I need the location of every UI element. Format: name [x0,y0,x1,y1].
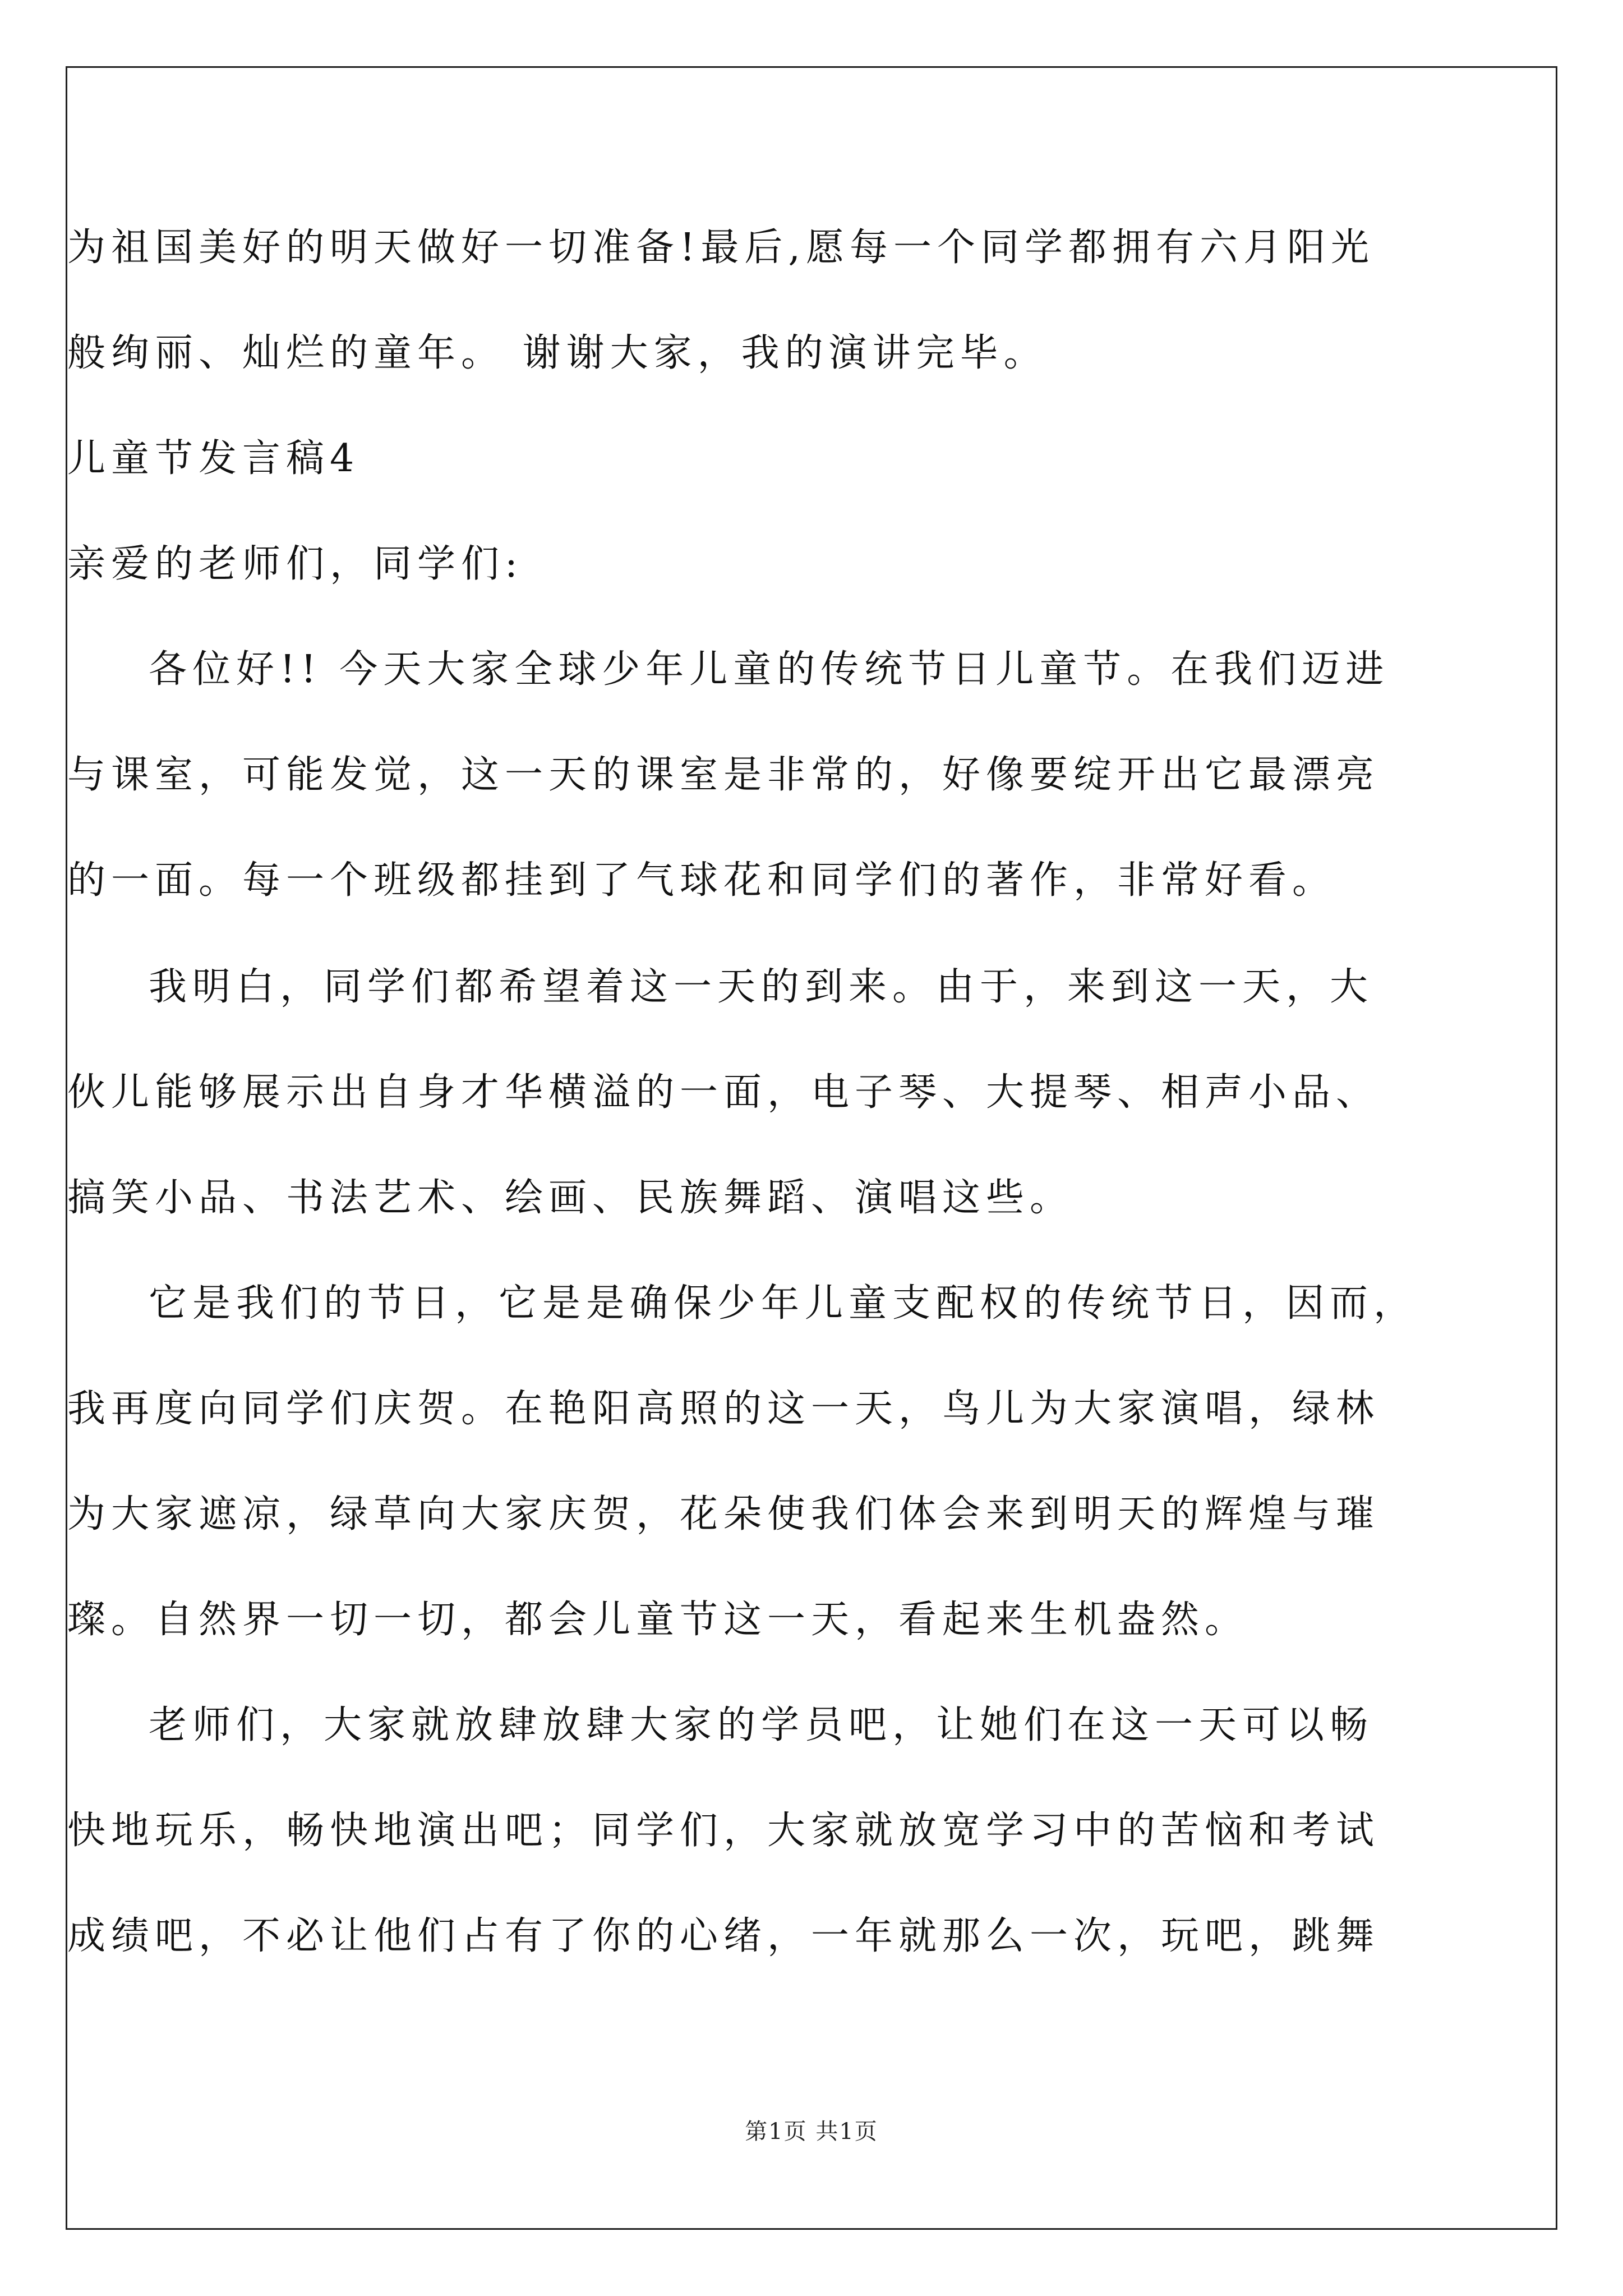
text-line: 老师们，大家就放肆放肆大家的学员吧，让她们在这一天可以畅 [149,1703,1374,1747]
salutation: 亲爱的老师们，同学们: [67,542,523,586]
text-line: 它是我们的节日，它是是确保少年儿童支配权的传统节日，因而， [149,1281,1418,1326]
text-line: 成绩吧，不必让他们占有了你的心绪，一年就那么一次，玩吧，跳舞 [67,1914,1380,1958]
text-line: 璨。自然界一切一切，都会儿童节这一天，看起来生机盎然。 [67,1598,1249,1642]
text-line: 般绚丽、灿烂的童年。 谢谢大家，我的演讲完毕。 [67,331,1048,375]
page-border [66,66,1557,2230]
text-line: 为大家遮凉，绿草向大家庆贺，花朵使我们体会来到明天的辉煌与璀 [67,1492,1380,1536]
section-heading: 儿童节发言稿4 [67,436,360,481]
text-line: 我再度向同学们庆贺。在艳阳高照的这一天，鸟儿为大家演唱，绿林 [67,1387,1380,1431]
text-line: 我明白，同学们都希望着这一天的到来。由于，来到这一天，大 [149,965,1374,1009]
text-line: 快地玩乐，畅快地演出吧；同学们，大家就放宽学习中的苦恼和考试 [67,1809,1380,1853]
text-line: 伙儿能够展示出自身才华横溢的一面，电子琴、大提琴、相声小品、 [67,1070,1380,1115]
text-line: 各位好!! 今天大家全球少年儿童的传统节日儿童节。在我们迈进 [149,647,1390,692]
text-line: 搞笑小品、书法艺术、绘画、民族舞蹈、演唱这些。 [67,1176,1074,1220]
text-line: 与课室，可能发觉，这一天的课室是非常的，好像要绽开出它最漂亮 [67,753,1380,797]
text-line: 的一面。每一个班级都挂到了气球花和同学们的著作，非常好看。 [67,858,1336,903]
page-footer: 第1页 共1页 [745,2119,878,2145]
text-line: 为祖国美好的明天做好一切准备!最后,愿每一个同学都拥有六月阳光 [67,226,1375,270]
